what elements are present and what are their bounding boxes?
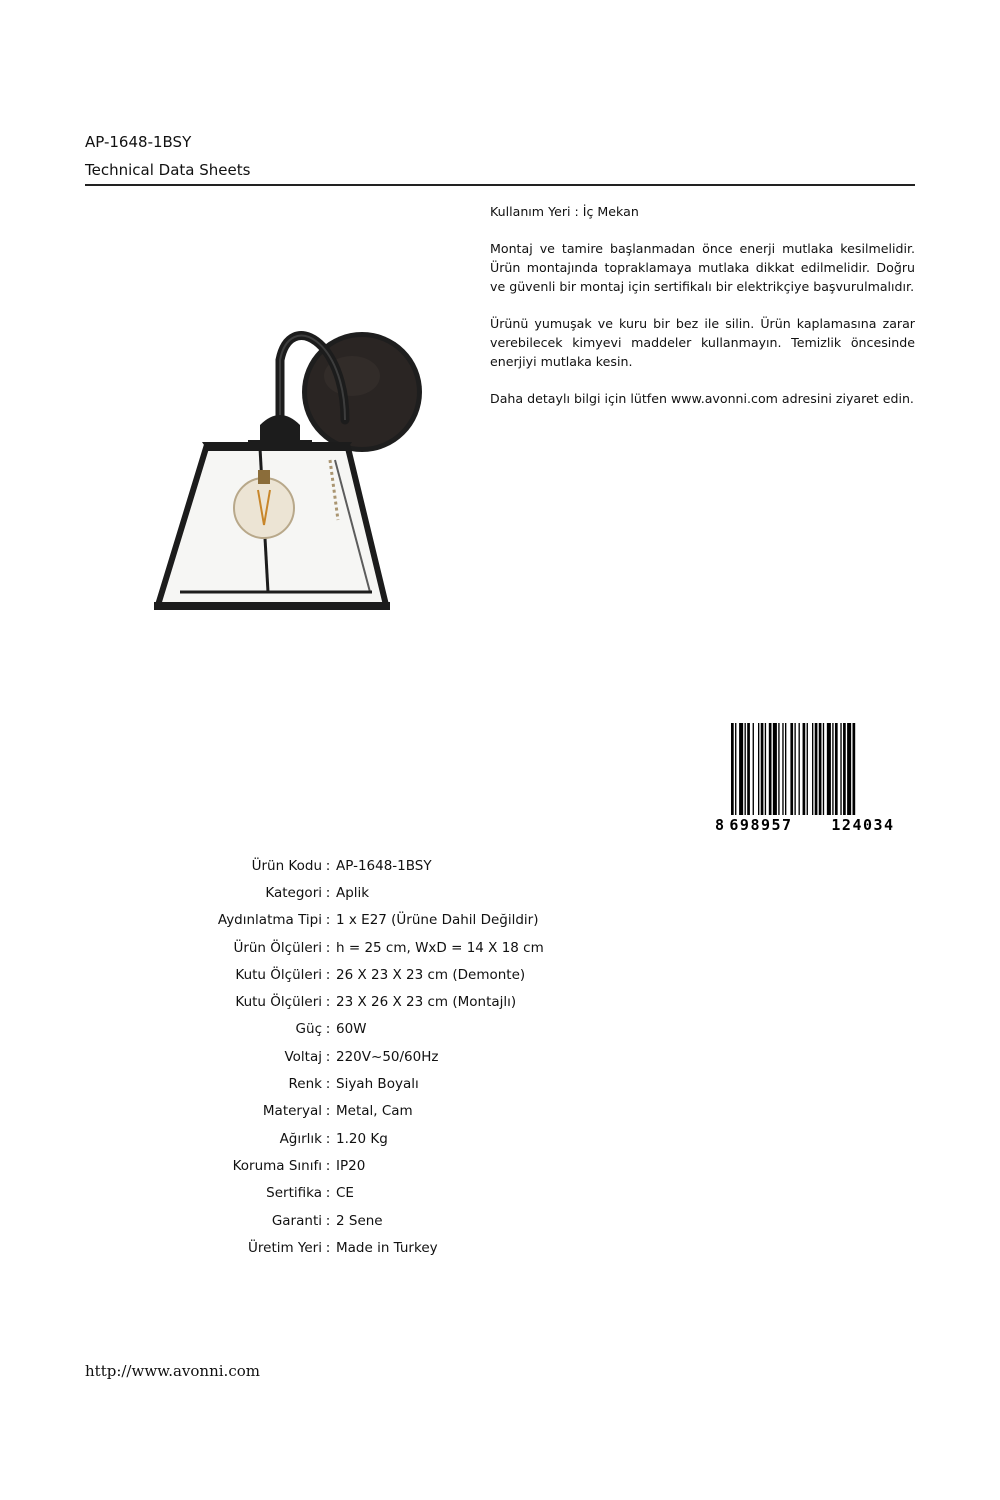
header-divider (85, 184, 915, 186)
spec-label: Kategori (265, 884, 322, 901)
barcode-bar (843, 723, 846, 815)
spec-row (85, 934, 544, 961)
spec-label: Garanti (271, 1212, 322, 1229)
barcode-bar (753, 723, 754, 815)
barcode-bar (812, 723, 813, 815)
spec-label: Üretim Yeri (248, 1239, 322, 1256)
spec-separator: : (325, 1239, 331, 1256)
barcode-digits: 698957 (729, 816, 793, 834)
product-image (140, 320, 440, 620)
spec-value: h = 25 cm, WxD = 14 X 18 cm (336, 939, 544, 956)
spec-separator: : (325, 857, 331, 874)
spec-label: Materyal (262, 1103, 322, 1120)
barcode-bar (847, 723, 851, 815)
spec-row (85, 907, 544, 934)
spec-row (85, 852, 544, 879)
footer-url: http://www.avonni.com (85, 1362, 260, 1380)
spec-label: Aydınlatma Tipi (217, 912, 322, 929)
spec-table (85, 852, 544, 1261)
barcode-bar (782, 723, 783, 815)
spec-row (85, 1234, 544, 1261)
barcode-bar (769, 723, 772, 815)
spec-value: 23 X 26 X 23 cm (Montajlı) (336, 994, 517, 1011)
barcode-bar (799, 723, 800, 815)
spec-separator: : (325, 1048, 331, 1065)
spec-separator: : (325, 1103, 331, 1120)
spec-label: Ağırlık (279, 1130, 322, 1147)
wall-lantern-icon (140, 320, 440, 620)
spec-value: AP-1648-1BSY (336, 857, 432, 874)
spec-label: Kutu Ölçüleri (235, 966, 322, 983)
spec-row (85, 988, 544, 1015)
spec-value: 220V~50/60Hz (336, 1048, 439, 1065)
barcode-bar (827, 723, 831, 815)
barcode-bar (840, 723, 841, 815)
barcode-bar (758, 723, 759, 815)
spec-value: Metal, Cam (336, 1103, 413, 1120)
website-paragraph: Daha detaylı bilgi için lütfen www.avonni.com adresini ziyaret edin. (490, 391, 914, 406)
barcode-bar (765, 723, 766, 815)
barcode-icon (713, 720, 913, 835)
barcode-bar (778, 723, 779, 815)
barcode-bar (739, 723, 743, 815)
spec-separator: : (325, 1157, 331, 1174)
spec-separator: : (325, 1212, 331, 1229)
spec-row (85, 961, 544, 988)
barcode-digits: 8 (715, 816, 726, 834)
barcode-bar (823, 723, 824, 815)
spec-separator: : (325, 912, 331, 929)
safety-paragraph: Montaj ve tamire başlanmadan önce enerji mutlaka kesilmelidir. Ürün montajında topraklamaya mutlaka dikkat edilmelidir. Doğru ve güvenli bir montaj için sertifikalı bir elektrikçiye başvurulmalıdır. (490, 241, 915, 294)
spec-value: Aplik (336, 884, 370, 901)
spec-value: 2 Sene (336, 1212, 383, 1229)
spec-separator: : (325, 939, 331, 956)
barcode-bar (745, 723, 746, 815)
spec-row (85, 1043, 544, 1070)
spec-row (85, 1098, 544, 1125)
barcode-bar (747, 723, 750, 815)
document-subtitle: Technical Data Sheets (85, 161, 251, 179)
barcode-bar (819, 723, 822, 815)
spec-label: Ürün Ölçüleri (233, 939, 322, 956)
usage-line: Kullanım Yeri : İç Mekan (490, 204, 639, 219)
spec-separator: : (325, 1076, 331, 1093)
spec-label: Sertifika (266, 1185, 322, 1202)
spec-label: Voltaj (284, 1048, 322, 1065)
spec-label: Renk (288, 1076, 322, 1093)
spec-row (85, 1125, 544, 1152)
product-code-title: AP-1648-1BSY (85, 133, 192, 151)
barcode-bar (803, 723, 806, 815)
spec-value: IP20 (336, 1157, 366, 1174)
spec-separator: : (325, 1130, 331, 1147)
barcode-bar (832, 723, 833, 815)
barcode-bar (731, 723, 734, 815)
spec-row (85, 1207, 544, 1234)
barcode-digits: 124034 (831, 816, 895, 834)
barcode-bar (790, 723, 793, 815)
spec-separator: : (325, 1021, 331, 1038)
spec-separator: : (325, 966, 331, 983)
barcode-bar (773, 723, 777, 815)
spec-label: Koruma Sınıfı (232, 1157, 322, 1174)
spec-row (85, 1180, 544, 1207)
barcode-bar (735, 723, 736, 815)
barcode-bar (785, 723, 786, 815)
info-panel (490, 202, 915, 426)
spec-value: 60W (336, 1021, 367, 1038)
cleaning-paragraph: Ürünü yumuşak ve kuru bir bez ile silin. Ürün kaplamasına zarar verebilecek kimyevi maddeler kullanmayın. Temizlik öncesinde enerjiyi mutlaka kesin. (490, 316, 915, 369)
spec-separator: : (325, 884, 331, 901)
barcode-bar (761, 723, 764, 815)
spec-value: 26 X 23 X 23 cm (Demonte) (336, 966, 526, 983)
barcode-bar (835, 723, 838, 815)
spec-value: Made in Turkey (336, 1239, 438, 1256)
spec-row (85, 1152, 544, 1179)
barcode-bar (807, 723, 808, 815)
barcode (713, 720, 913, 835)
spec-value: 1.20 Kg (336, 1130, 388, 1147)
spec-row (85, 879, 544, 906)
spec-value: 1 x E27 (Ürüne Dahil Değildir) (336, 912, 539, 929)
spec-separator: : (325, 1185, 331, 1202)
spec-value: Siyah Boyalı (336, 1076, 419, 1093)
spec-label: Kutu Ölçüleri (235, 994, 322, 1011)
barcode-bar (853, 723, 856, 815)
barcode-bar (794, 723, 795, 815)
barcode-bar (815, 723, 818, 815)
spec-row (85, 1016, 544, 1043)
spec-label: Ürün Kodu (251, 857, 322, 874)
spec-separator: : (325, 994, 331, 1011)
spec-value: CE (336, 1185, 354, 1202)
spec-row (85, 1070, 544, 1097)
spec-label: Güç (295, 1021, 322, 1038)
